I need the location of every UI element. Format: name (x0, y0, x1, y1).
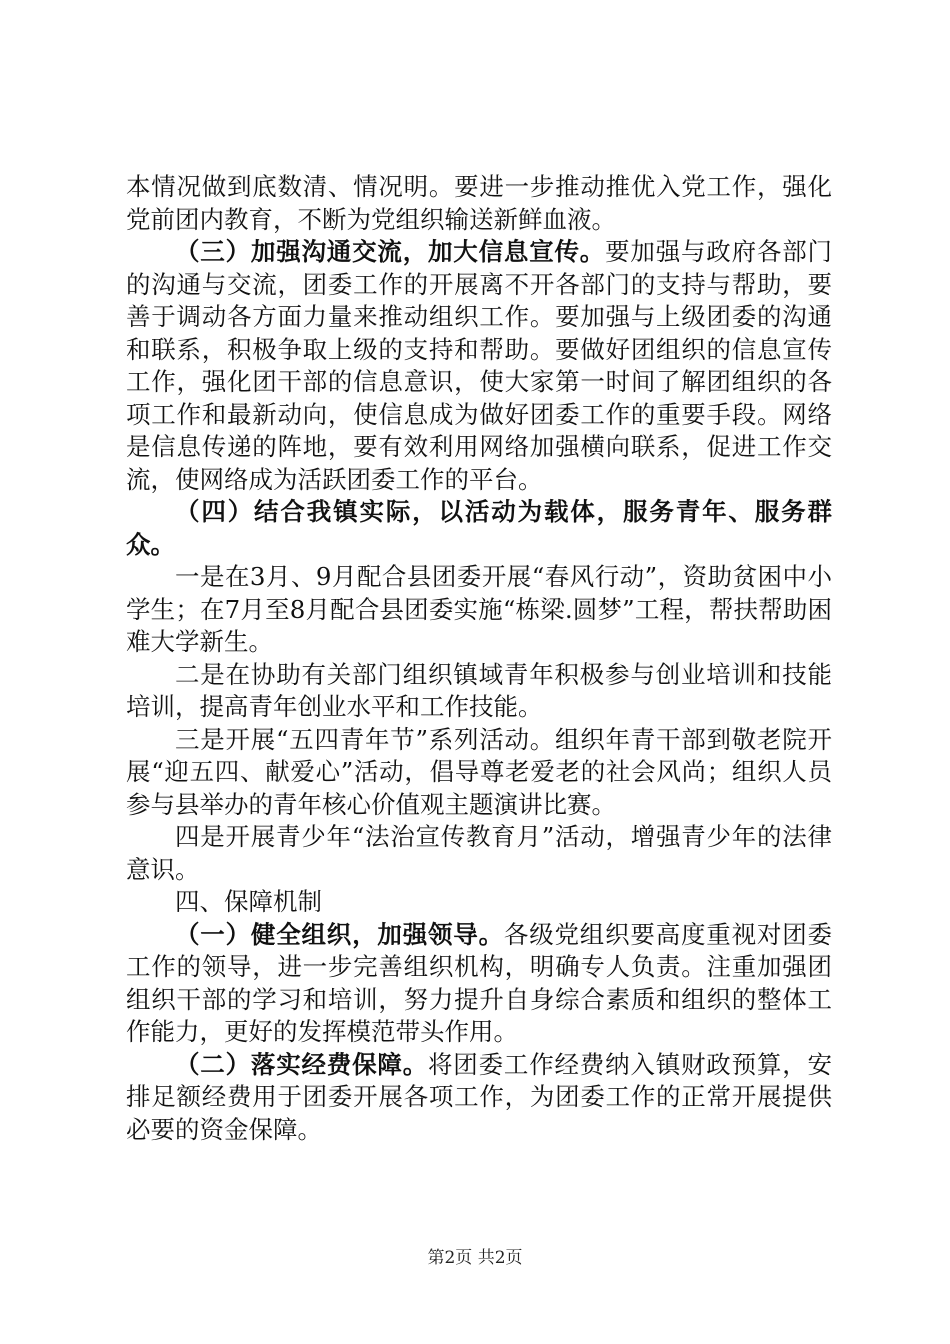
paragraph-8-heading: （一）健全组织，加强领导。 (175, 919, 504, 949)
paragraph-8-body: 各级党组织要高度重视对团委工作的领导，进一步完善组织机构，明确专人负责。注重加强团组织干部的学习和培训，努力提升自身综合素质和组织的整体工作能力，更好的发挥模范带头作用。 (126, 919, 833, 1046)
paragraph-6: 三是开展“五四青年节”系列活动。组织年青干部到敬老院开展“迎五四、献爱心”活动，倡导尊老爱老的社会风尚；组织人员参与县举办的青年核心价值观主题演讲比赛。 (126, 724, 832, 819)
paragraph-9 (126, 1049, 832, 1147)
paragraph-8 (126, 919, 832, 1049)
paragraph-2-heading: （三）加强沟通交流，加大信息宣传。 (175, 237, 606, 266)
paragraph-9-body: 将团委工作经费纳入镇财政预算，安排足额经费用于团委开展各项工作，为团委工作的正常开展提供必要的资金保障。 (126, 1049, 832, 1144)
paragraph-2-body: 要加强与政府各部门的沟通与交流，团委工作的开展离不开各部门的支持与帮助，要善于调动各方面力量来推动组织工作。要加强与上级团委的沟通和联系，积极争取上级的支持和帮助。要做好团组织的信息宣传工作，强化团干部的信息意识，使大家第一时间了解团组织的各项工作和最新动向，使信息成为做好团委工作的重要手段。网络是信息传递的阵地，要有效利用网络加强横向联系，促进工作交流，使网络成为活跃团委工作的平台。 (126, 237, 833, 494)
section-4-heading: 四、保障机制 (175, 887, 322, 916)
page-footer: 第2页 共2页 (427, 1248, 523, 1268)
paragraph-1: 本情况做到底数清、情况明。要进一步推动推优入党工作，强化党前团内教育，不断为党组织输送新鲜血液。 (126, 172, 832, 234)
paragraph-4: 一是在3月、9月配合县团委开展“春风行动”，资助贫困中小学生；在7月至8月配合县团委实施“栋梁.圆梦”工程，帮扶帮助困难大学新生。 (126, 562, 832, 656)
document-body (126, 171, 832, 1146)
paragraph-7: 四是开展青少年“法治宣传教育月”活动，增强青少年的法律意识。 (126, 822, 832, 884)
paragraph-5: 二是在协助有关部门组织镇域青年积极参与创业培训和技能培训，提高青年创业水平和工作技能。 (126, 659, 832, 721)
paragraph-2 (126, 236, 832, 496)
paragraph-3-heading: （四）结合我镇实际，以活动为载体，服务青年、服务群众。 (126, 497, 832, 559)
paragraph-9-heading: （二）落实经费保障。 (175, 1049, 428, 1079)
